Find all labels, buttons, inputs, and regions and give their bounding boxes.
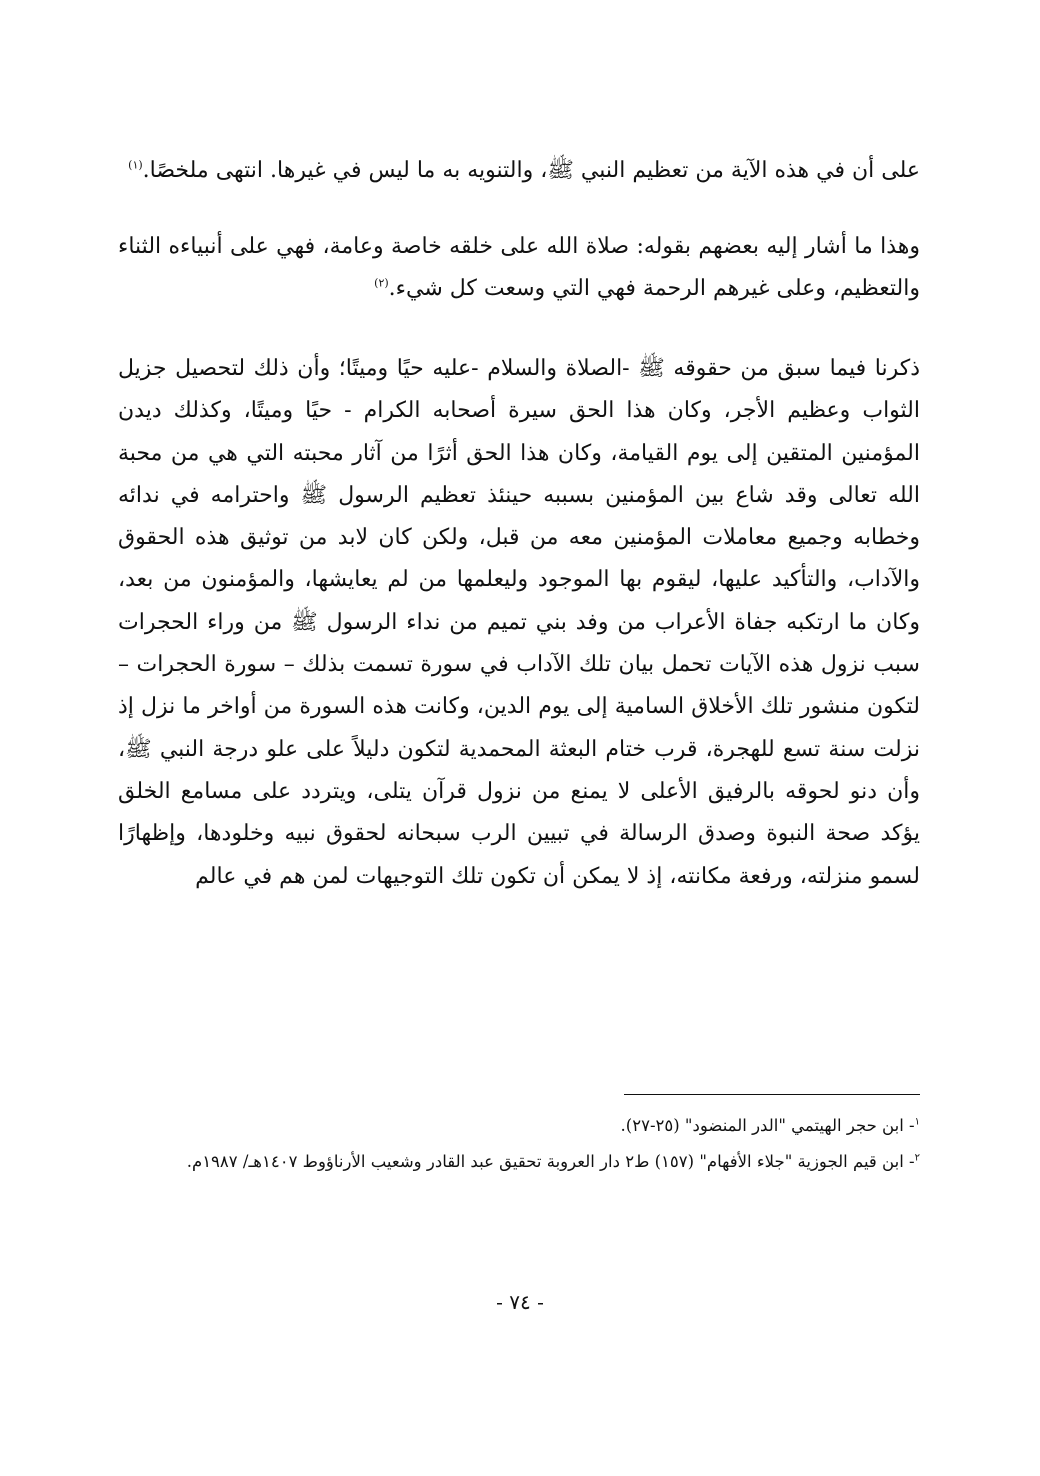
paragraph-3-text: ذكرنا فيما سبق من حقوقه ﷺ -الصلاة والسلام -عليه حيًا وميتًا؛ وأن ذلك لتحصيل جزيل الثواب وعظيم الأجر، وكان هذا الحق سيرة أصحابه الكرام - حيًا وميتًا، وكذلك ديدن المؤمنين المتقين إلى يوم القيامة، وكان هذا الحق أثرًا من آثار محبته التي هي من محبة الله تعالى وقد شاع بين المؤمنين بسببه حينئذ تعظيم الرسول ﷺ واحترامه في ندائه وخطابه وجميع معاملات المؤمنين معه من قبل، ولكن كان لابد من توثيق هذه الحقوق والآداب، والتأكيد عليها، ليقوم بها الموجود وليعلمها من لم يعايشها، والمؤمنون من بعد، وكان ما ارتكبه جفاة الأعراب من وفد بني تميم من نداء الرسول ﷺ من وراء الحجرات سبب نزول هذه الآيات تحمل بيان تلك الآداب في سورة تسمت بذلك – سورة الحجرات – لتكون منشور تلك الأخلاق السامية إلى يوم الدين، وكانت هذه السورة من أواخر ما نزل إذ نزلت سنة تسع للهجرة، قرب ختام البعثة المحمدية لتكون دليلاً على علو درجة النبي ﷺ، وأن دنو لحوقه بالرفيق الأعلى لا يمنع من نزول قرآن يتلى، ويتردد على مسامع الخلق يؤكد صحة النبوة وصدق الرسالة في تبيين الرب سبحانه لحقوق نبيه وخلودها، وإظهارًا لسمو منزلته، ورفعة مكانته، إذ لا يمكن أن تكون تلك التوجيهات لمن هم في عالم	[118, 356, 920, 889]
paragraph-3	[118, 348, 920, 898]
paragraph-1	[118, 150, 920, 192]
paragraph-1-text: على أن في هذه الآية من تعظيم النبي ﷺ، والتنويه به ما ليس في غيرها. انتهى ملخصًا.	[142, 158, 920, 183]
footnote-1-text: - ابن حجر الهيتمي "الدر المنضود" (٢٥-٢٧).	[620, 1116, 915, 1135]
footnote-1	[118, 1108, 920, 1144]
footnote-1-mark: ١	[914, 1116, 920, 1128]
footnote-2-mark: ٢	[914, 1152, 920, 1164]
footnote-2-text: - ابن قيم الجوزية "جلاء الأفهام" (١٥٧) ط٢ دار العروبة تحقيق عبد القادر وشعيب الأرناؤوط ١٤٠٧هـ/ ١٩٨٧م.	[186, 1152, 915, 1171]
page-number: - ٧٤ -	[496, 1290, 544, 1314]
footnote-ref-2: (٢)	[374, 276, 389, 290]
footnote-ref-1: (١)	[128, 158, 143, 172]
footnotes	[118, 1108, 920, 1180]
footnote-2	[118, 1144, 920, 1180]
paragraph-2	[118, 226, 920, 310]
paragraph-2-text: وهذا ما أشار إليه بعضهم بقوله: صلاة الله على خلقه خاصة وعامة، فهي على أنبياءه الثناء والتعظيم، وعلى غيرهم الرحمة فهي التي وسعت كل شيء.	[118, 234, 920, 301]
footnote-divider	[624, 1094, 920, 1095]
